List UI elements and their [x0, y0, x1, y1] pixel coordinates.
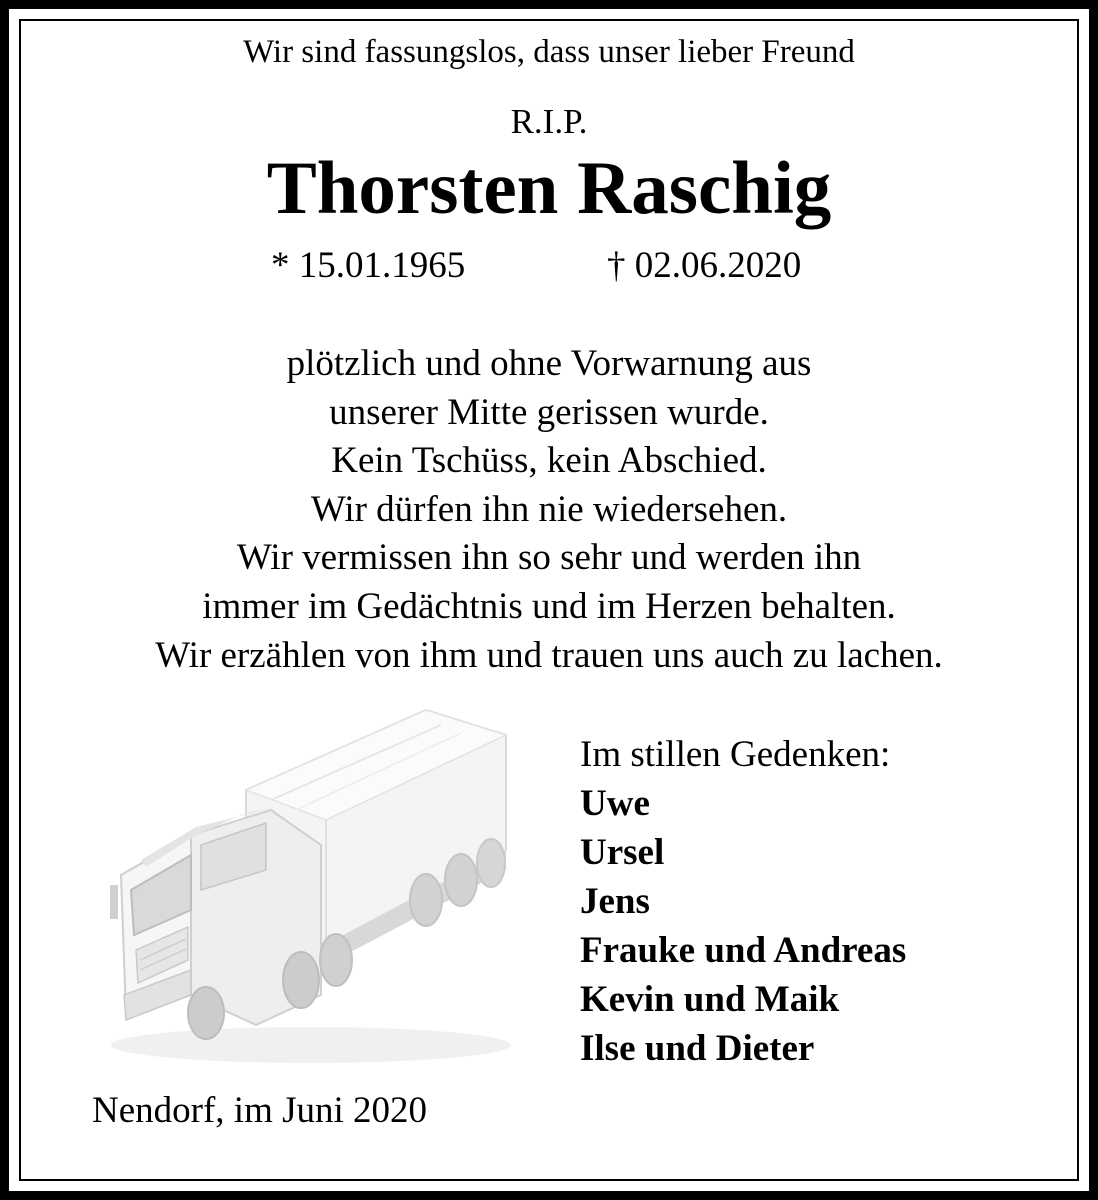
poem-line: Wir erzählen von ihm und trauen uns auch zu lachen.	[155, 634, 943, 676]
mourners-block	[580, 730, 906, 1073]
poem-line: Kein Tschüss, kein Abschied.	[331, 440, 767, 482]
place-and-date: Nendorf, im Juni 2020	[92, 1090, 428, 1131]
poem-line: immer im Gedächtnis und im Herzen behalten.	[202, 585, 896, 627]
poem-line: Wir vermissen ihn so sehr und werden ihn	[236, 537, 862, 579]
rip-text: R.I.P.	[510, 102, 588, 141]
poem-line: unserer Mitte gerissen wurde.	[329, 391, 769, 433]
mourner-name: Jens	[580, 881, 650, 922]
intro-text: Wir sind fassungslos, dass unser lieber Freund	[243, 34, 855, 70]
truck-illustration	[96, 695, 536, 1070]
mourners-heading: Im stillen Gedenken:	[580, 734, 891, 775]
deceased-name: Thorsten Raschig	[266, 147, 832, 230]
poem-line: Wir dürfen ihn nie wiedersehen.	[310, 488, 788, 530]
mourner-name: Ursel	[580, 832, 665, 873]
mourner-name: Ilse und Dieter	[580, 1028, 815, 1069]
mourner-name: Uwe	[580, 783, 650, 824]
mourner-name: Frauke und Andreas	[580, 930, 907, 971]
poem	[0, 340, 1098, 680]
mourner-name: Kevin und Maik	[580, 979, 840, 1020]
birth-date: * 15.01.1965	[271, 245, 466, 286]
death-date: † 02.06.2020	[607, 245, 802, 286]
poem-line: plötzlich und ohne Vorwarnung aus	[286, 343, 812, 384]
